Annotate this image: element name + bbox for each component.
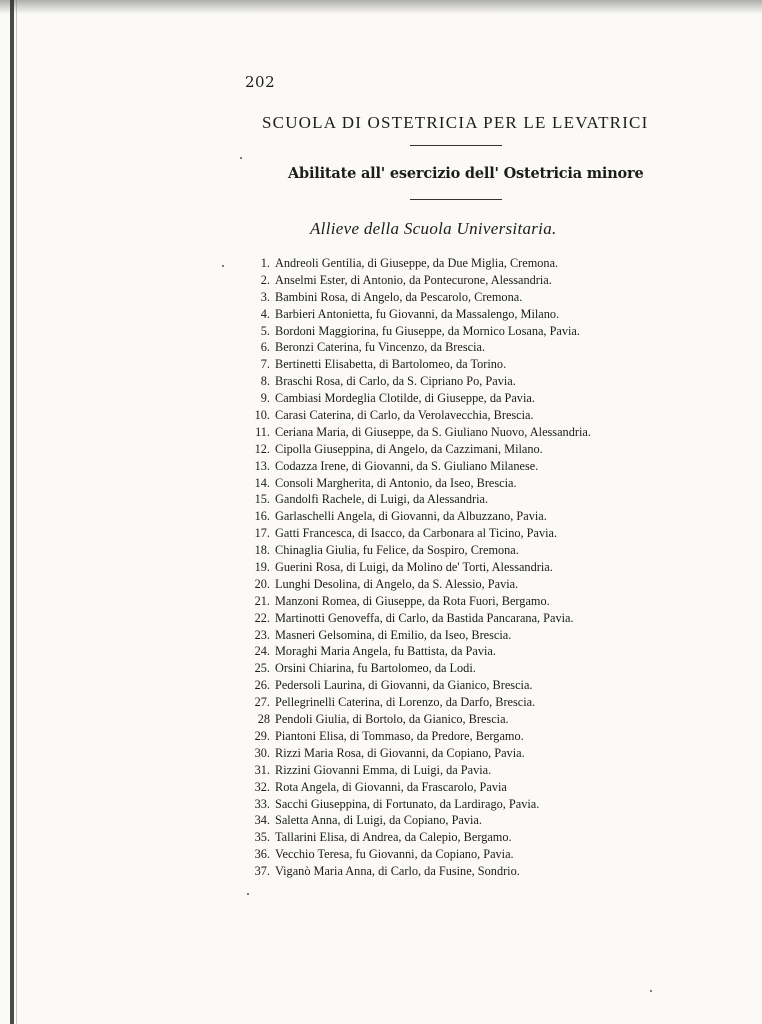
entry-text: Codazza Irene, di Giovanni, da S. Giuliano Milanese.	[275, 458, 539, 473]
list-item	[246, 593, 746, 610]
entry-text: Orsini Chiarina, fu Bartolomeo, da Lodi.	[275, 661, 476, 676]
entry-text: Consoli Margherita, di Antonio, da Iseo, Brescia.	[275, 475, 517, 490]
entry-number: 32.	[254, 779, 270, 794]
entry-number: 27.	[254, 695, 270, 710]
entry-text: Masneri Gelsomina, di Emilio, da Iseo, Brescia.	[275, 627, 512, 642]
entry-text: Cambiasi Mordeglia Clotilde, di Giuseppe, da Pavia.	[275, 391, 535, 406]
entry-number: 16.	[254, 509, 270, 524]
entry-number: 5.	[260, 323, 270, 338]
entry-text: Gatti Francesca, di Isacco, da Carbonara al Ticino, Pavia.	[275, 526, 558, 541]
section-heading: Allieve della Scuola Universitaria.	[310, 219, 557, 238]
entry-number: 20.	[254, 576, 270, 591]
list-item	[246, 643, 746, 660]
list-item	[246, 576, 746, 593]
entry-number: 28	[257, 712, 270, 727]
entry-number: 37.	[254, 864, 270, 879]
entry-text: Bertinetti Elisabetta, di Bartolomeo, da Torino.	[275, 357, 507, 372]
entry-number: 24.	[254, 644, 270, 659]
entry-text: Garlaschelli Angela, di Giovanni, da Albuzzano, Pavia.	[275, 509, 547, 524]
entry-number: 35.	[254, 830, 270, 845]
scan-speck	[650, 990, 652, 992]
entry-text: Pedersoli Laurina, di Giovanni, da Gianico, Brescia.	[275, 678, 533, 693]
entry-number: 18.	[254, 543, 270, 558]
list-item	[246, 812, 746, 829]
entry-number: 11.	[255, 424, 270, 439]
list-item	[246, 458, 746, 475]
scan-speck	[240, 157, 242, 159]
entry-number: 9.	[260, 391, 270, 406]
entry-number: 30.	[254, 745, 270, 760]
subtitle-divider	[410, 199, 502, 200]
list-item	[246, 829, 746, 846]
list-item	[246, 356, 746, 373]
list-item	[246, 694, 746, 711]
entry-text: Viganò Maria Anna, di Carlo, da Fusine, Sondrio.	[275, 864, 520, 879]
entry-number: 26.	[254, 678, 270, 693]
list-item	[246, 390, 746, 407]
entry-text: Manzoni Romea, di Giuseppe, da Rota Fuori, Bergamo.	[275, 593, 550, 608]
list-item	[246, 373, 746, 390]
list-item	[246, 525, 746, 542]
list-item	[246, 559, 746, 576]
entry-number: 22.	[254, 610, 270, 625]
entry-text: Barbieri Antonietta, fu Giovanni, da Massalengo, Milano.	[275, 306, 560, 321]
entry-number: 6.	[260, 340, 270, 355]
entry-number: 1.	[260, 256, 270, 270]
entry-number: 14.	[254, 475, 270, 490]
entry-number: 3.	[260, 289, 270, 304]
list-item	[246, 796, 746, 813]
entry-text: Ceriana Maria, di Giuseppe, da S. Giuliano Nuovo, Alessandria.	[275, 424, 591, 439]
list-item	[246, 323, 746, 340]
list-item	[246, 660, 746, 677]
entry-text: Vecchio Teresa, fu Giovanni, da Copiano, Pavia.	[275, 847, 514, 862]
entry-text: Saletta Anna, di Luigi, da Copiano, Pavia.	[275, 813, 482, 828]
page-number: 202	[245, 73, 276, 91]
entry-text: Cipolla Giuseppina, di Angelo, da Cazzimani, Milano.	[275, 441, 543, 456]
entry-number: 19.	[254, 560, 270, 575]
entry-number: 31.	[254, 762, 270, 777]
list-item	[246, 508, 746, 525]
list-item	[246, 711, 746, 728]
entry-number: 36.	[254, 847, 270, 862]
entry-number: 2.	[260, 272, 270, 287]
entry-text: Rizzini Giovanni Emma, di Luigi, da Pavia.	[275, 762, 492, 777]
entry-number: 10.	[254, 408, 270, 423]
entry-text: Tallarini Elisa, di Andrea, da Calepio, Bergamo.	[275, 830, 512, 845]
list-item	[246, 542, 746, 559]
list-item	[246, 255, 746, 272]
entry-text: Pendoli Giulia, di Bortolo, da Gianico, Brescia.	[275, 712, 509, 727]
entry-text: Rota Angela, di Giovanni, da Frascarolo, Pavia	[275, 779, 507, 794]
list-item	[246, 441, 746, 458]
entry-number: 4.	[260, 306, 270, 321]
list-item	[246, 272, 746, 289]
list-item	[246, 779, 746, 796]
entry-text: Andreoli Gentilia, di Giuseppe, da Due Miglia, Cremona.	[275, 256, 559, 270]
list-item	[246, 677, 746, 694]
entry-number: 21.	[254, 593, 270, 608]
entry-text: Martinotti Genoveffa, di Carlo, da Bastida Pancarana, Pavia.	[275, 610, 574, 625]
entry-number: 25.	[254, 661, 270, 676]
list-item	[246, 339, 746, 356]
entry-text: Gandolfi Rachele, di Luigi, da Alessandria.	[275, 492, 489, 507]
entry-number: 34.	[254, 813, 270, 828]
entry-text: Lunghi Desolina, di Angelo, da S. Alessio, Pavia.	[275, 576, 519, 591]
page-binding-shadow	[16, 0, 17, 1024]
entry-number: 12.	[254, 441, 270, 456]
scan-speck	[247, 893, 249, 895]
entry-number: 23.	[254, 627, 270, 642]
entry-text: Anselmi Ester, di Antonio, da Pontecurone, Alessandria.	[275, 272, 552, 287]
list-item	[246, 491, 746, 508]
entry-text: Beronzi Caterina, fu Vincenzo, da Brescia.	[275, 340, 486, 355]
entry-text: Sacchi Giuseppina, di Fortunato, da Lardirago, Pavia.	[275, 796, 540, 811]
list-item	[246, 728, 746, 745]
list-item	[246, 745, 746, 762]
list-item	[246, 306, 746, 323]
list-item	[246, 627, 746, 644]
entry-text: Moraghi Maria Angela, fu Battista, da Pavia.	[275, 644, 496, 659]
title-divider	[410, 145, 502, 146]
list-item	[246, 424, 746, 441]
list-item	[246, 846, 746, 863]
entry-text: Guerini Rosa, di Luigi, da Molino de' Torti, Alessandria.	[275, 560, 553, 575]
entry-text: Rizzi Maria Rosa, di Giovanni, da Copiano, Pavia.	[275, 745, 525, 760]
page-binding-edge	[10, 0, 14, 1024]
student-list	[246, 255, 746, 880]
scan-speck	[222, 265, 224, 267]
list-item	[246, 289, 746, 306]
entry-number: 7.	[260, 357, 270, 372]
entry-text: Pellegrinelli Caterina, di Lorenzo, da Darfo, Brescia.	[275, 695, 536, 710]
entry-number: 8.	[260, 374, 270, 389]
list-item	[246, 475, 746, 492]
entry-number: 33.	[254, 796, 270, 811]
entry-text: Bordoni Maggiorina, fu Giuseppe, da Mornico Losana, Pavia.	[275, 323, 580, 338]
list-item	[246, 762, 746, 779]
entry-number: 13.	[254, 458, 270, 473]
list-item	[246, 407, 746, 424]
entry-number: 15.	[254, 492, 270, 507]
entry-text: Bambini Rosa, di Angelo, da Pescarolo, Cremona.	[275, 289, 523, 304]
list-item	[246, 863, 746, 880]
list-item	[246, 610, 746, 627]
entry-number: 29.	[254, 728, 270, 743]
entry-number: 17.	[254, 526, 270, 541]
scan-edge-shadow	[0, 0, 762, 14]
entry-text: Carasi Caterina, di Carlo, da Verolavecchia, Brescia.	[275, 408, 534, 423]
entry-text: Chinaglia Giulia, fu Felice, da Sospiro, Cremona.	[275, 543, 519, 558]
entry-text: Braschi Rosa, di Carlo, da S. Cipriano Po, Pavia.	[275, 374, 516, 389]
page-subtitle: Abilitate all' esercizio dell' Ostetricia minore	[288, 165, 644, 182]
page-title: SCUOLA DI OSTETRICIA PER LE LEVATRICI	[262, 113, 649, 132]
entry-text: Piantoni Elisa, di Tommaso, da Predore, Bergamo.	[275, 728, 524, 743]
